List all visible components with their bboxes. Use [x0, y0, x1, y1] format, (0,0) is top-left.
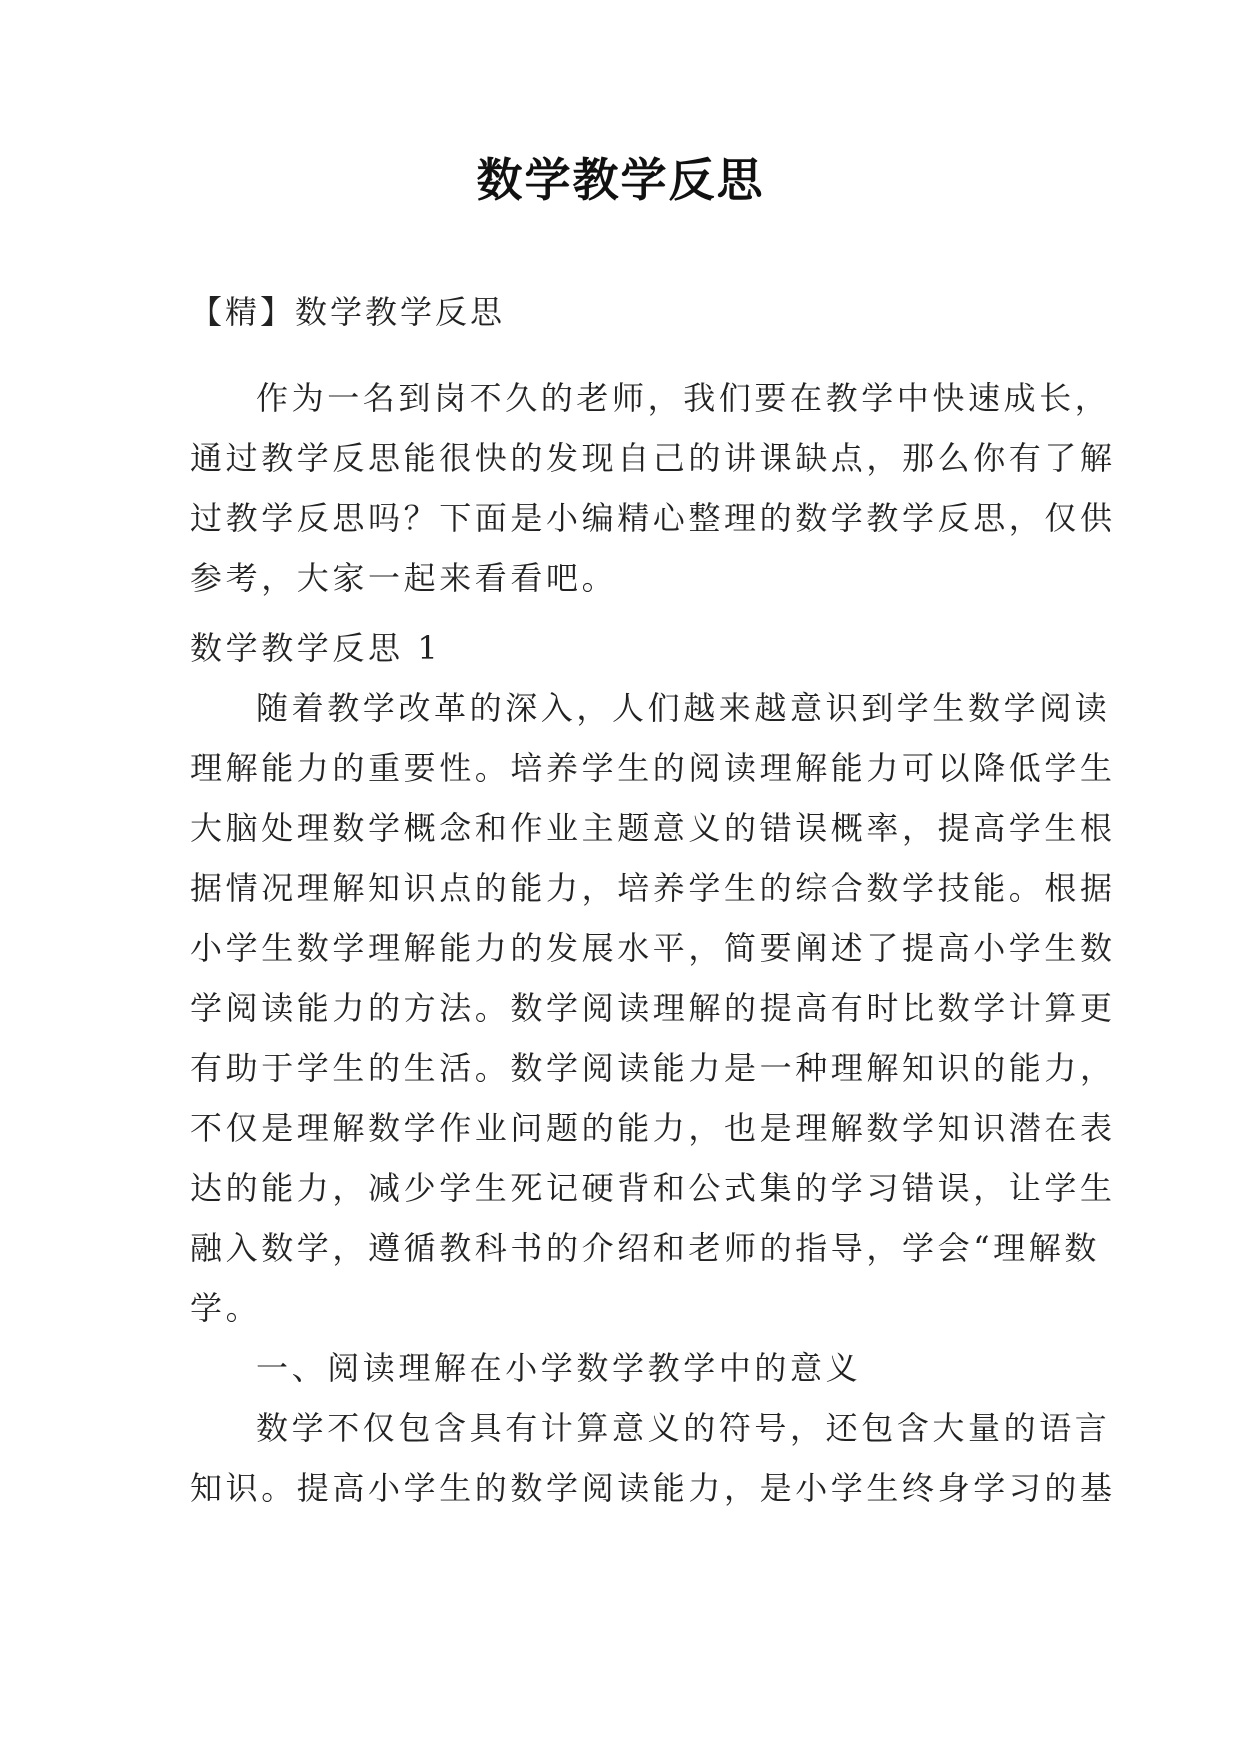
- paragraph-line: 作为一名到岗不久的老师，我们要在教学中快速成长，: [256, 379, 1111, 417]
- paragraph-line: 过教学反思吗？下面是小编精心整理的数学教学反思，仅供: [190, 499, 1116, 537]
- document-title: 数学教学反思: [476, 153, 765, 207]
- paragraph-line: 知识。提高小学生的数学阅读能力，是小学生终身学习的基: [190, 1469, 1116, 1507]
- paragraph-line: 学阅读能力的方法。数学阅读理解的提高有时比数学计算更: [190, 989, 1116, 1027]
- intro-paragraph: [190, 368, 1116, 608]
- paragraph-line: 小学生数学理解能力的发展水平，简要阐述了提高小学生数: [190, 929, 1116, 967]
- paragraph-line: 据情况理解知识点的能力，培养学生的综合数学技能。根据: [190, 869, 1116, 907]
- paragraph-line: 有助于学生的生活。数学阅读能力是一种理解知识的能力，: [190, 1049, 1116, 1087]
- paragraph-line: 不仅是理解数学作业问题的能力，也是理解数学知识潜在表: [190, 1109, 1116, 1147]
- paragraph-line: 融入数学，遵循教科书的介绍和老师的指导，学会“理解数: [190, 1229, 1100, 1267]
- section-heading: 数学教学反思 1: [190, 629, 442, 667]
- body-text: [190, 678, 1116, 1518]
- paragraph-line: 参考，大家一起来看看吧。: [190, 559, 618, 597]
- paragraph-line: 学。: [190, 1289, 262, 1327]
- subsection-heading: 一、阅读理解在小学数学教学中的意义: [256, 1349, 862, 1387]
- paragraph-line: 随着教学改革的深入，人们越来越意识到学生数学阅读: [256, 689, 1111, 727]
- document-subtitle: 【精】数学教学反思: [190, 293, 506, 331]
- paragraph-line: 大脑处理数学概念和作业主题意义的错误概率，提高学生根: [190, 809, 1116, 847]
- section-heading-block: [190, 618, 1060, 678]
- paragraph-line: 达的能力，减少学生死记硬背和公式集的学习错误，让学生: [190, 1169, 1116, 1207]
- paragraph-line: 通过教学反思能很快的发现自己的讲课缺点，那么你有了解: [190, 439, 1116, 477]
- paragraph-line: 数学不仅包含具有计算意义的符号，还包含大量的语言: [256, 1409, 1111, 1447]
- paragraph-line: 理解能力的重要性。培养学生的阅读理解能力可以降低学生: [190, 749, 1116, 787]
